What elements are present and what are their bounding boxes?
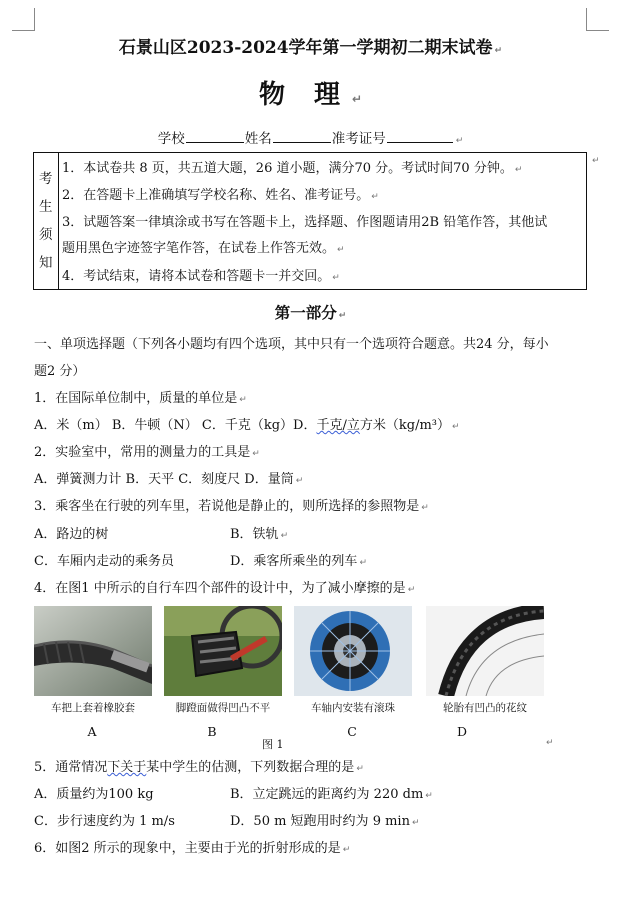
exam-title: 石景山区2023-2024学年第一学期初二期末试卷 ↵	[118, 38, 503, 58]
notice-heading-char: 生	[39, 199, 53, 215]
notice-item: 4．考试结束，请将本试卷和答题卡一并交回。 ↵	[62, 269, 340, 284]
figure-1-label: 图 1	[262, 738, 284, 751]
question-4-stem: 4．在图1 中所示的自行车四个部件的设计中，为了减小摩擦的是 ↵	[34, 581, 416, 596]
figure-1a-handlebar-grip-image	[34, 606, 152, 696]
part1-instruction: 一、单项选择题（下列各小题均有四个选项，其中只有一个选项符合题意。共24 分，每小	[34, 337, 549, 352]
question-5-option-d: D．50 m 短跑用时约为 9 min ↵	[230, 814, 420, 829]
school-blank[interactable]	[186, 130, 244, 143]
figure-1c-axle-bearing-image	[294, 606, 412, 696]
name-blank[interactable]	[273, 130, 331, 143]
figure-1c-letter: C	[347, 724, 357, 739]
page-corner-mark-left	[12, 8, 35, 31]
question-3-option-c: C．车厢内走动的乘务员	[34, 554, 174, 569]
notice-item: 1．本试卷共 8 页，共五道大题，26 道小题，满分70 分。考试时间70 分钟。 ↵	[62, 161, 523, 176]
figure-1d-caption: 轮胎有凹凸的花纹	[443, 702, 527, 714]
school-label: 学校	[157, 131, 185, 147]
figure-1d-letter: D	[456, 724, 468, 739]
figure-1c-caption: 车轴内安装有滚珠	[311, 702, 395, 714]
notice-item: 题用黑色字迹签字笔作答，在试卷上作答无效。 ↵	[62, 241, 345, 256]
figure-1d-tire-tread-image	[426, 606, 544, 696]
part1-instruction-cont: 题2 分）	[34, 364, 86, 379]
exam-id-blank[interactable]	[387, 130, 453, 143]
question-6-stem: 6．如图2 所示的现象中，主要由于光的折射形成的是 ↵	[34, 841, 351, 856]
notice-heading-char: 知	[39, 255, 53, 271]
question-3-stem: 3．乘客坐在行驶的列车里，若说他是静止的，则所选择的参照物是 ↵	[34, 499, 429, 514]
question-5-stem: 5．通常情况下关于某中学生的估测，下列数据合理的是 ↵	[34, 760, 364, 775]
question-3-option-d: D．乘客所乘坐的列车 ↵	[230, 554, 367, 569]
question-2-options: A．弹簧测力计 B．天平 C．刻度尺 D．量筒 ↵	[34, 472, 304, 487]
notice-item: 3．试题答案一律填涂或书写在答题卡上，选择题、作图题请用2B 铅笔作答，其他试	[62, 215, 548, 230]
examinee-notice-box	[33, 152, 587, 290]
figure-1b-pedal-image	[164, 606, 282, 696]
notice-heading-char: 须	[39, 227, 53, 243]
question-3-option-b: B．铁轨 ↵	[230, 527, 289, 542]
student-info-line: 学校 姓名 准考证号 ↵	[157, 131, 464, 147]
notice-heading	[34, 153, 59, 289]
question-5-option-b: B．立定跳远的距离约为 220 dm ↵	[230, 787, 433, 802]
figure-1b-caption: 脚蹬面做得凹凸不平	[175, 702, 271, 714]
section-title: 第一部分 ↵	[274, 303, 347, 322]
notice-item: 2．在答题卡上准确填写学校名称、姓名、准考证号。 ↵	[62, 188, 379, 203]
exam-id-label: 准考证号	[331, 131, 386, 147]
name-label: 姓名	[244, 131, 272, 147]
question-1-stem: 1．在国际单位制中，质量的单位是 ↵	[34, 391, 247, 406]
figure-1b-letter: B	[207, 724, 217, 739]
notice-heading-char: 考	[39, 171, 53, 187]
question-3-option-a: A．路边的树	[34, 527, 109, 542]
question-5-option-c: C．步行速度约为 1 m/s	[34, 814, 175, 829]
exam-subject: 物 理 ↵	[258, 80, 363, 110]
page-corner-mark-right	[586, 8, 609, 31]
question-2-stem: 2．实验室中，常用的测量力的工具是 ↵	[34, 445, 260, 460]
figure-1a-caption: 车把上套着橡胶套	[51, 702, 135, 714]
figure-1a-letter: A	[87, 724, 97, 739]
question-1-options: A．米（m） B．牛顿（N） C．千克（kg）D．千克/立方米（kg/m³） ↵	[34, 418, 460, 433]
question-5-option-a: A．质量约为100 kg	[34, 787, 154, 802]
exam-page: 石景山区2023-2024学年第一学期初二期末试卷 ↵ 物 理 ↵ 学校 姓名 准考证号 ↵ 考 生 须 知 1．本试卷共 8 页，共五道大题，26 道小题，满分70 分。考试时间70 分钟。 ↵ 2．在答题卡上准确填写学校名称、姓名、准考证号。 ↵ 3．试题答案一律填涂或书写在答题卡上，选择题、作图题请用2B 铅笔作答，其他试 题用黑色字迹签字笔作答，在试卷上作答无效。 ↵ 4．考试结束，请将本试卷和答题卡一并交回。 ↵ ↵ 第一部分 ↵ 一、单项选择题（下列各小题均有四个选项，其中只有一个选项符合题意。共24 分，每小 题2 分） 1．在国际单位制中，质量的单位是 ↵ A．米（m） B．牛顿（N） C．千克（kg）D．千克/立方米（kg/m³） ↵ 2．实验室中，常用的测量力的工具是 ↵ A．弹簧测力计 B．天平 C．刻度尺 D．量筒 ↵ 3．乘客坐在行驶的列车里，若说他是静止的，则所选择的参照物是 ↵ A．路边的树 B．铁轨 ↵ C．车厢内走动的乘务员 D．乘客所乘坐的列车 ↵ 4．在图1 中所示的自行车四个部件的设计中，为了减小摩擦的是 ↵ 车把上套着橡胶套 脚蹬面做得凹凸不平 车轴内安装有滚珠 轮胎有凹凸的花纹 A B C D 图 1 ↵ 5．通常情况下关于某中学生的估测，下列数据合理的是 ↵ A．质量约为100 kg B．立定跳远的距离约为 220 dm ↵ C．步行速度约为 1 m/s D．50 m 短跑用时约为 9 min ↵ 6．如图2 所示的现象中，主要由于光的折射形成的是 ↵	[0, 0, 621, 904]
